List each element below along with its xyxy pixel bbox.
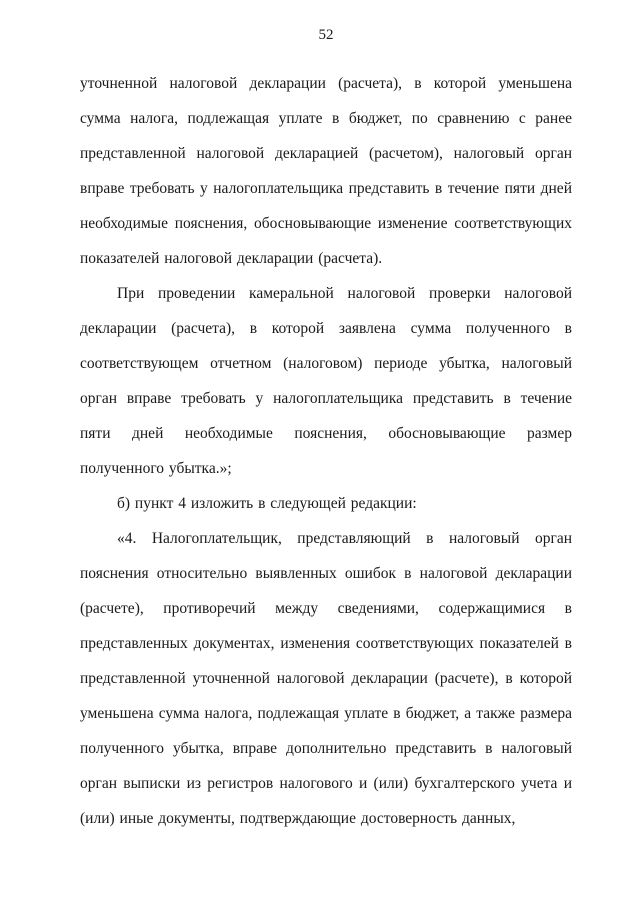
paragraph: б) пункт 4 изложить в следующей редакции: xyxy=(117,495,417,512)
paragraph: уточненной налоговой декларации (расчета), в которой уменьшена сумма налога, подлежащая уплате в бюджет, по сравнению с ранее представленной налоговой декларацией (расчетом), налоговый орган вправе требовать у налогоплательщика представить в течение пяти дней необходимые пояснения, обосновывающие изменение соответствующих показателей налоговой декларации (расчета). xyxy=(80,75,572,267)
document-body xyxy=(80,66,572,836)
paragraph: При проведении камеральной налоговой проверки налоговой декларации (расчета), в которой заявлена сумма полученного в соответствующем отчетном (налоговом) периоде убытка, налоговый орган вправе требовать у налогоплательщика представить в течение пяти дней необходимые пояснения, обосновывающие размер полученного убытка.»; xyxy=(80,285,572,477)
page-number: 52 xyxy=(318,27,334,43)
paragraph: «4. Налогоплательщик, представляющий в налоговый орган пояснения относительно выявленных ошибок в налоговой декларации (расчете), противоречий между сведениями, содержащимися в представленных документах, изменения соответствующих показателей в представленной уточненной налоговой декларации (расчете), в которой уменьшена сумма налога, подлежащая уплате в бюджет, а также размера полученного убытка, вправе дополнительно представить в налоговый орган выписки из регистров налогового и (или) бухгалтерского учета и (или) иные документы, подтверждающие достоверность данных, xyxy=(80,530,572,827)
